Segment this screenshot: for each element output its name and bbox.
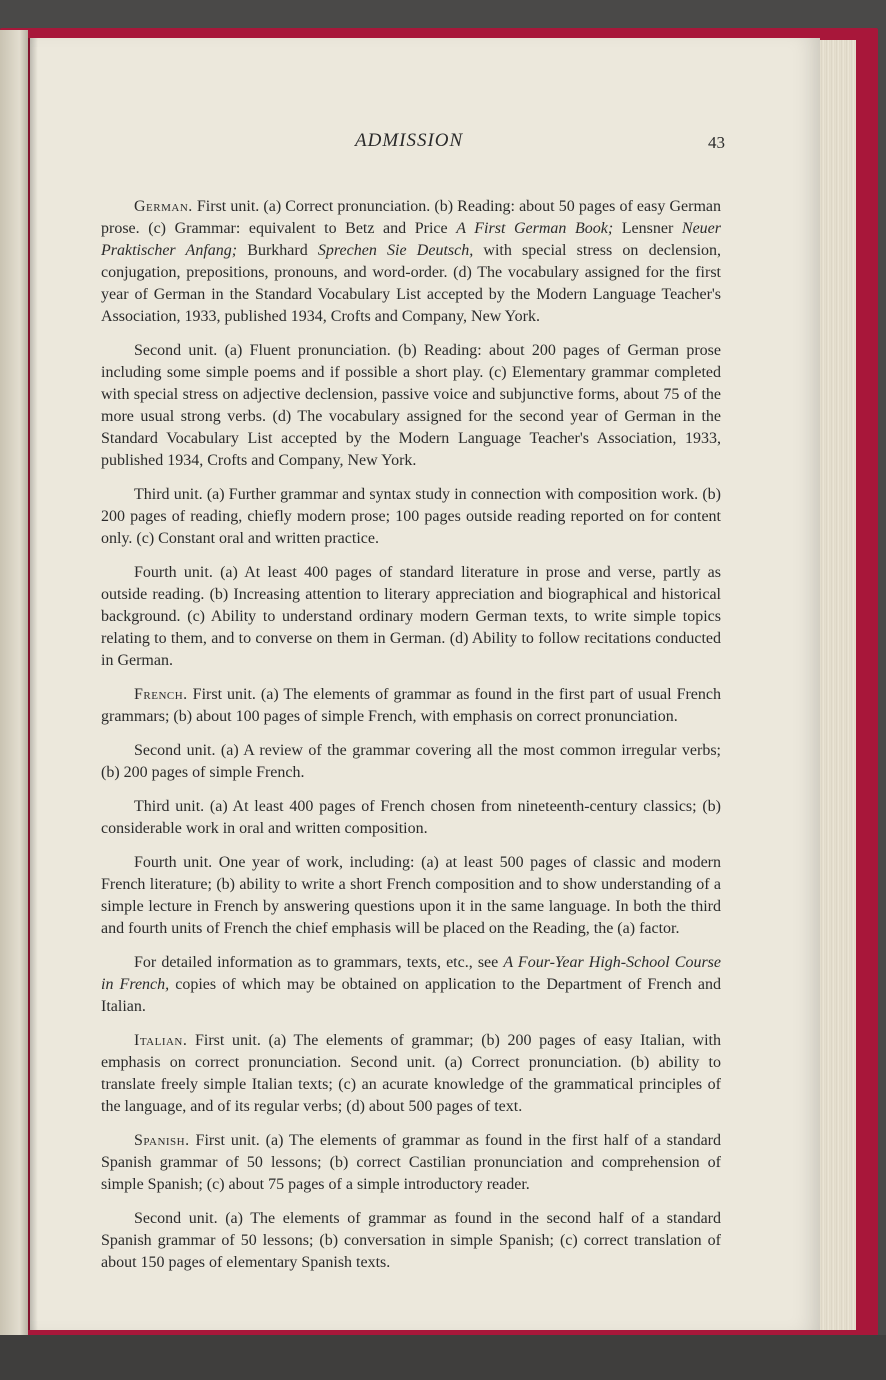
body-text — [101, 196, 721, 1286]
paragraph-french-fourth — [101, 852, 721, 940]
paragraph-spanish-first — [101, 1130, 721, 1196]
paragraph-text: Second unit. (a) A review of the grammar covering all the most common irregular verbs; (b) 200 pages of simple French. — [101, 742, 721, 781]
paragraph-text: Fourth unit. (a) At least 400 pages of standard literature in prose and verse, partly as outside reading. (b) Increasing attention to literary appreciation and biographical and historical background. (c) Ability to understand ordinary modern German texts, to write simple topics relating to them, and to converse on them in German. (d) Ability to follow recitations conducted in German. — [101, 564, 721, 669]
binding-shadow — [28, 38, 38, 1330]
paragraph-french-third — [101, 796, 721, 840]
paragraph-italian — [101, 1030, 721, 1118]
paragraph-text: Fourth unit. One year of work, including: (a) at least 500 pages of classic and modern French literature; (b) ability to write a short French composition and to show understanding of a simple lecture in French by answering questions upon it in the same language. In both the third and fourth units of French the chief emphasis will be placed on the Reading, the (a) factor. — [101, 854, 721, 937]
paragraph-text: First unit. (a) The elements of grammar as found in the first half of a standard Spanish grammar of 50 lessons; (b) correct Castilian pronunciation and comprehension of simple Spanish; (c) about 75 pages of a simple introductory reader. — [101, 1132, 721, 1193]
page-number: 43 — [708, 133, 725, 152]
section-heading: Italian. — [134, 1032, 188, 1049]
facing-page-edge — [0, 30, 28, 1335]
section-heading: Spanish. — [134, 1132, 190, 1149]
paragraph-text: For detailed information as to grammars, texts, etc., see — [134, 954, 504, 971]
paragraph-text: Second unit. (a) The elements of grammar as found in the second half of a standard Spanish grammar of 50 lessons; (b) conversation in simple Spanish; (c) correct translation of about 150 pages of elementary Spanish texts. — [101, 1210, 721, 1271]
paragraph-text: First unit. (a) Correct pronunciation. (b) Reading: about 50 pages of easy German prose. (c) Grammar: equivalent to Betz and Price — [101, 198, 721, 237]
paragraph-french-info — [101, 952, 721, 1018]
paragraph-german-first — [101, 196, 721, 328]
page-header-title: ADMISSION — [355, 130, 464, 151]
section-heading: German. — [134, 198, 193, 215]
running-head — [325, 130, 725, 160]
paragraph-german-second — [101, 340, 721, 472]
paragraph-text: Second unit. (a) Fluent pronunciation. (b) Reading: about 200 pages of German prose including some simple poems and if possible a short play. (c) Elementary grammar completed with special stress on adjective declension, passive voice and subjunctive forms, about 75 of the more usual strong verbs. (d) The vocabulary assigned for the second year of German in the Standard Vocabulary List accepted by the Modern Language Teacher's Association, 1933, published 1934, Crofts and Company, New York. — [101, 342, 721, 469]
paragraph-text: copies of which may be obtained on application to the Department of French and Italian. — [101, 976, 721, 1015]
book-title: Neuer Praktischer Anfang; — [101, 220, 722, 259]
paragraph-german-fourth — [101, 562, 721, 672]
scanner-backdrop — [0, 1335, 886, 1380]
paragraph-text: Lensner — [613, 220, 682, 237]
paragraph-text: First unit. (a) The elements of grammar; (b) 200 pages of easy Italian, with emphasis on correct pronunciation. Second unit. (a) Correct pronunciation. (b) ability to translate freely simple Italian texts; (c) an acurate knowledge of the grammatical principles of the language, and of its regular verbs; (d) about 500 pages of text. — [101, 1032, 721, 1115]
book-title: A Four-Year High-School Course in French, — [101, 954, 721, 993]
book-title: Sprechen Sie Deutsch, — [317, 242, 474, 259]
paragraph-spanish-second — [101, 1208, 721, 1274]
paragraph-text: First unit. (a) The elements of grammar as found in the first part of usual French grammars; (b) about 100 pages of simple French, with emphasis on correct pronunciation. — [101, 686, 721, 725]
paragraph-french-first — [101, 684, 721, 728]
paragraph-text: Third unit. (a) At least 400 pages of French chosen from nineteenth-century classics; (b) considerable work in oral and written composition. — [101, 798, 721, 837]
book-title: A First German Book; — [456, 220, 614, 237]
paragraph-text: Third unit. (a) Further grammar and syntax study in connection with composition work. (b) 200 pages of reading, chiefly modern prose; 100 pages outside reading reported on for content only. (c) Constant oral and written practice. — [101, 486, 721, 547]
paragraph-text: with special stress on declension, conjugation, prepositions, pronouns, and word-order. (d) The vocabulary assigned for the first year of German in the Standard Vocabulary List accepted by the Modern Language Teacher's Association, 1933, published 1934, Crofts and Company, New York. — [101, 242, 722, 325]
paragraph-german-third — [101, 484, 721, 550]
paragraph-text: Burkhard — [237, 242, 318, 259]
paragraph-french-second — [101, 740, 721, 784]
section-heading: French. — [134, 686, 188, 703]
